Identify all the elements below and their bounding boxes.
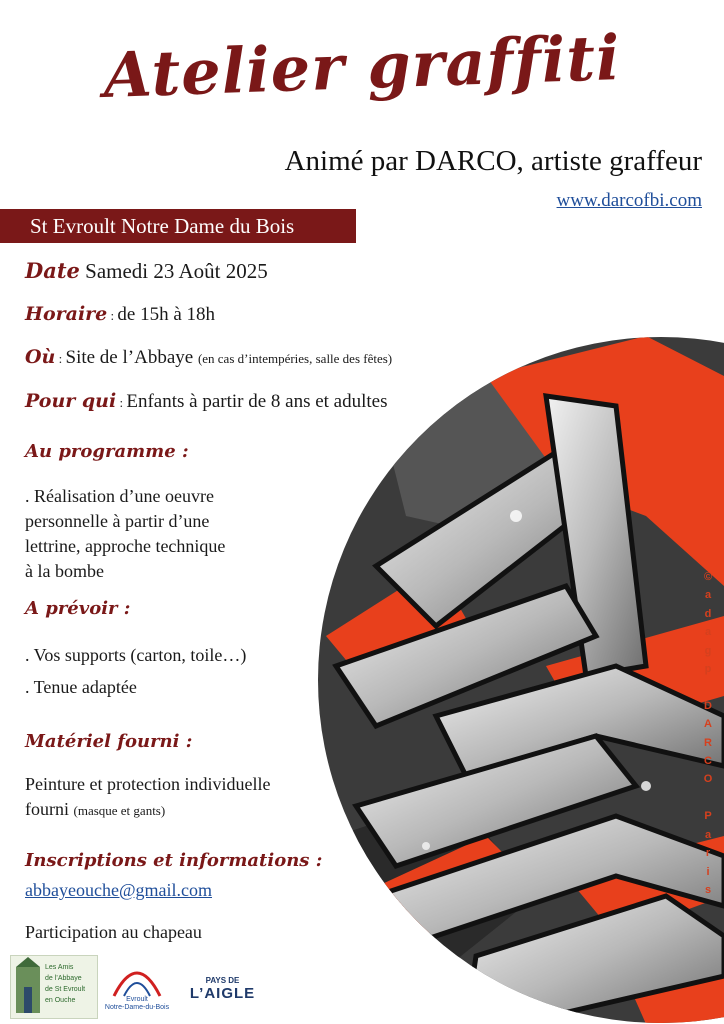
logo-st-evroult xyxy=(102,958,172,1016)
logo2-line: Notre-Dame-du-Bois xyxy=(104,1004,170,1011)
programme-line: lettrine, approche technique xyxy=(25,536,226,556)
credit-char: i xyxy=(706,865,710,878)
credit-char: a xyxy=(704,828,712,841)
programme-line: personnelle à partir d’une xyxy=(25,511,210,531)
logo1-line: de St Evroult xyxy=(45,986,86,993)
credit-char: A xyxy=(704,718,712,731)
horaire-row xyxy=(25,303,215,326)
pour-qui-value: Enfants à partir de 8 ans et adultes xyxy=(126,391,388,412)
programme-text xyxy=(25,484,325,584)
prevoir-item: . Vos supports (carton, toile…) xyxy=(25,645,247,665)
credit-char: d xyxy=(704,607,712,620)
horaire-sep: : xyxy=(107,308,118,323)
ou-note: (en cas d’intempéries, salle des fêtes) xyxy=(197,351,393,366)
credit-char: g xyxy=(704,644,712,657)
credit-char: r xyxy=(705,847,711,860)
date-row xyxy=(25,258,268,284)
email-link[interactable]: abbayeouche@gmail.com xyxy=(25,880,213,900)
materiel-note: (masque et gants) xyxy=(73,803,166,818)
materiel-line1: Peinture et protection individuelle xyxy=(25,774,271,794)
credit-char xyxy=(700,678,716,696)
credit-char: P xyxy=(704,810,712,823)
logo3-line1: PAYS DE xyxy=(205,976,240,985)
prevoir-heading: A prévoir : xyxy=(25,598,131,619)
ou-value: Site de l’Abbaye xyxy=(65,347,194,368)
date-label: Date xyxy=(25,258,80,283)
credit-char: D xyxy=(704,699,712,712)
credit-char: O xyxy=(703,773,713,786)
materiel-line2: fourni xyxy=(25,799,69,819)
credit-char xyxy=(700,789,716,807)
horaire-label: Horaire xyxy=(25,303,108,325)
inscriptions-heading: Inscriptions et informations : xyxy=(25,850,323,871)
pour-qui-row xyxy=(25,390,388,413)
website-link[interactable]: www.darcofbi.com xyxy=(556,190,702,211)
subtitle: Animé par DARCO, artiste graffeur xyxy=(284,145,702,177)
abbey-icon xyxy=(13,957,43,1017)
logo-pays-de-laigle xyxy=(185,976,260,1002)
credit-char: p xyxy=(704,663,712,676)
pour-qui-label: Pour qui xyxy=(25,390,117,412)
credit-char: © xyxy=(703,571,713,583)
logo1-line: en Ouche xyxy=(45,997,76,1004)
credit-char: R xyxy=(704,736,712,749)
materiel-heading: Matériel fourni : xyxy=(25,731,193,752)
materiel-text xyxy=(25,772,345,823)
ou-row xyxy=(25,346,392,369)
ou-label: Où xyxy=(25,346,56,368)
credit-char: a xyxy=(704,589,712,602)
pour-qui-sep: : xyxy=(116,395,127,410)
arch-icon xyxy=(102,958,172,998)
logo2-line: Evroult xyxy=(126,996,148,1003)
logo1-line: de l’Abbaye xyxy=(45,975,82,982)
artist-credit-vertical xyxy=(700,568,716,899)
horaire-value: de 15h à 18h xyxy=(117,304,216,325)
credit-char: C xyxy=(704,755,712,768)
credit-char: s xyxy=(704,883,712,896)
date-value: Samedi 23 Août 2025 xyxy=(85,259,268,283)
programme-heading: Au programme : xyxy=(25,441,189,462)
participation-text: Participation au chapeau xyxy=(25,922,202,942)
logo3-line2: L’AIGLE xyxy=(189,985,256,1002)
prevoir-item: . Tenue adaptée xyxy=(25,677,137,697)
location-banner: St Evroult Notre Dame du Bois xyxy=(0,209,356,243)
graffiti-artwork xyxy=(316,336,724,1024)
logo1-line: Les Amis xyxy=(45,964,74,971)
ou-sep: : xyxy=(55,351,66,366)
logo-amis-abbaye xyxy=(10,955,98,1019)
programme-line: à la bombe xyxy=(25,561,104,581)
programme-line: . Réalisation d’une oeuvre xyxy=(25,486,214,506)
page-title: Atelier graffiti xyxy=(102,20,622,113)
credit-char: a xyxy=(704,626,712,639)
